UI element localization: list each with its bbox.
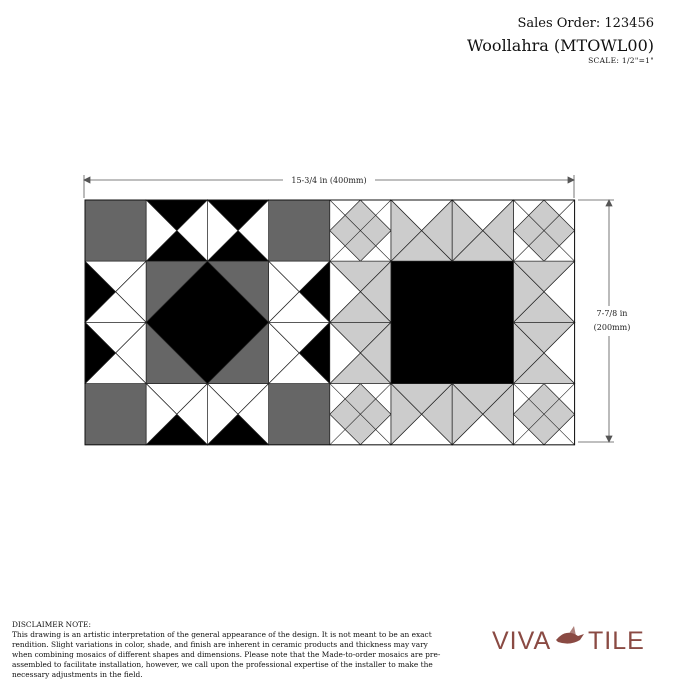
vivatile-logo (490, 623, 660, 657)
tile-square (85, 200, 146, 261)
logo-text-left: VIVA (492, 627, 552, 655)
scale-note: SCALE: 1/2"=1" (588, 56, 654, 65)
width-label: 15-3/4 in (400mm) (291, 176, 367, 185)
tile-square (269, 384, 330, 445)
tile-pattern (85, 200, 575, 445)
center-square (391, 261, 513, 383)
height-label-line1: 7-7/8 in (596, 309, 628, 318)
bird-icon (556, 626, 584, 644)
disclaimer-title: DISCLAIMER NOTE: (12, 620, 91, 629)
tile-square (85, 384, 146, 445)
sales-order: Sales Order: 123456 (517, 16, 654, 31)
product-title: Woollahra (MTOWL00) (466, 36, 654, 55)
tile-square (269, 200, 330, 261)
logo-text-right: TILE (588, 627, 645, 655)
height-label-line2: (200mm) (593, 323, 631, 332)
disclaimer-body: This drawing is an artistic interpretation of the general appearance of the design. It is not meant to be an exact rendition. Slight variations in color, shade, and finish are inherent in ceramic products and thickness may vary when combining mosaics of different shapes and dimensions. Please note that the Made-to-order mosaics are pre-assembled to facilitate installation, however, we call upon the professional expertise of the installer to make the necessary adjustments in the field. (12, 630, 441, 679)
